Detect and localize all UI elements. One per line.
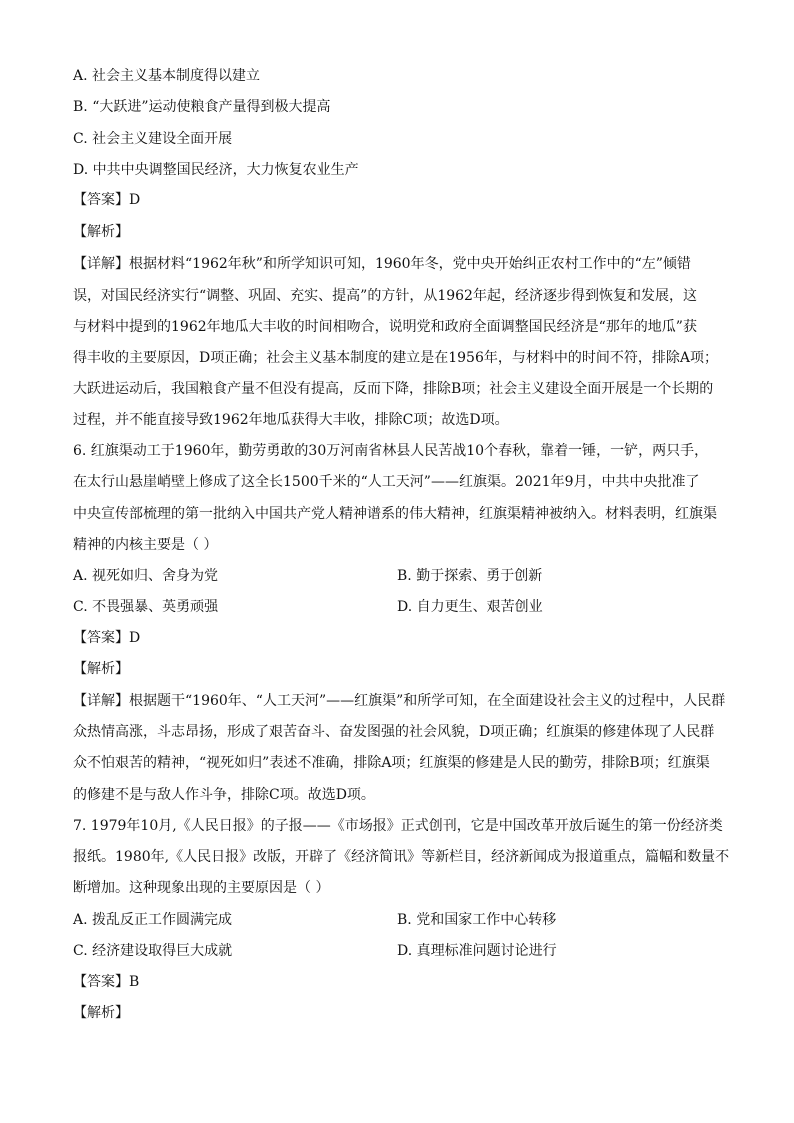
- q5-answer: 【答案】D: [73, 192, 141, 208]
- q6-answer: 【答案】D: [73, 630, 141, 646]
- q6-stem-line-1: 6. 红旗渠动工于1960年，勤劳勇敢的30万河南省林县人民苦战10个春秋，靠着一锤，一铲，两只手，: [73, 443, 709, 459]
- q5-option-c: C. 社会主义建设全面开展: [73, 131, 233, 147]
- q5-option-a: A. 社会主义基本制度得以建立: [73, 68, 261, 84]
- q5-detail-line-3: 与材料中提到的1962年地瓜大丰收的时间相吻合，说明党和政府全面调整国民经济是“那年的地瓜”获: [73, 319, 697, 335]
- q7-answer: 【答案】B: [73, 974, 140, 990]
- q7-option-a: A. 拨乱反正工作圆满完成: [73, 912, 233, 928]
- q5-detail-line-4: 得丰收的主要原因，D项正确；社会主义基本制度的建立是在1956年，与材料中的时间不符，排除A项；: [73, 350, 718, 366]
- q7-stem-line-1: 7. 1979年10月,《人民日报》的子报——《市场报》正式创刊，它是中国改革开放后诞生的第一份经济类: [73, 818, 723, 834]
- q6-option-a: A. 视死如归、舍身为党: [73, 568, 219, 584]
- q5-detail-line-6: 过程，并不能直接导致1962年地瓜获得大丰收，排除C项；故选D项。: [73, 412, 509, 428]
- q6-analysis-label: 【解析】: [73, 661, 129, 677]
- q5-detail-line-2: 误，对国民经济实行“调整、巩固、充实、提高”的方针，从1962年起，经济逐步得到恢复和发展，这: [73, 288, 697, 304]
- q6-stem-line-2: 在太行山悬崖峭壁上修成了这全长1500千米的“人工天河”——红旗渠。2021年9月，中共中央批准了: [73, 474, 700, 490]
- q7-option-b: B. 党和国家工作中心转移: [397, 912, 557, 928]
- q6-stem-line-3: 中央宣传部梳理的第一批纳入中国共产党人精神谱系的伟大精神，红旗渠精神被纳入。材料表明，红旗渠: [73, 506, 717, 522]
- q7-option-c: C. 经济建设取得巨大成就: [73, 943, 233, 959]
- q6-option-b: B. 勤于探索、勇于创新: [397, 568, 543, 584]
- q5-option-d: D. 中共中央调整国民经济，大力恢复农业生产: [73, 162, 359, 178]
- q5-analysis-label: 【解析】: [73, 224, 129, 240]
- q5-detail-line-1: 【详解】根据材料“1962年秋”和所学知识可知，1960年冬，党中央开始纠正农村工作中的“左”倾错: [73, 256, 691, 272]
- q6-detail-line-1: 【详解】根据题干“1960年、“人工天河”——红旗渠”和所学可知，在全面建设社会主义的过程中，人民群: [73, 693, 726, 709]
- q7-stem-line-2: 报纸。1980年,《人民日报》改版，开辟了《经济简讯》等新栏目，经济新闻成为报道重点，篇幅和数量不: [73, 849, 730, 865]
- q5-detail-line-5: 大跃进运动后，我国粮食产量不但没有提高，反而下降，排除B项；社会主义建设全面开展是一个长期的: [73, 381, 714, 397]
- q6-detail-line-2: 众热情高涨，斗志昂扬，形成了艰苦奋斗、奋发图强的社会风貌，D项正确；红旗渠的修建体现了人民群: [73, 724, 715, 740]
- q6-stem-line-4: 精神的内核主要是（ ）: [73, 537, 218, 553]
- q5-option-b: B. “大跃进”运动使粮食产量得到极大提高: [73, 99, 331, 115]
- q6-option-d: D. 自力更生、艰苦创业: [397, 599, 543, 615]
- q6-detail-line-3: 众不怕艰苦的精神，“视死如归”表述不准确，排除A项；红旗渠的修建是人民的勤劳，排除B项；红旗渠: [73, 755, 710, 771]
- q7-option-d: D. 真理标准问题讨论进行: [397, 943, 557, 959]
- q7-analysis-label: 【解析】: [73, 1005, 129, 1021]
- q6-detail-line-4: 的修建不是与敌人作斗争，排除C项。故选D项。: [73, 787, 375, 803]
- q7-stem-line-3: 断增加。这种现象出现的主要原因是（ ）: [73, 880, 330, 896]
- q6-option-c: C. 不畏强暴、英勇顽强: [73, 599, 219, 615]
